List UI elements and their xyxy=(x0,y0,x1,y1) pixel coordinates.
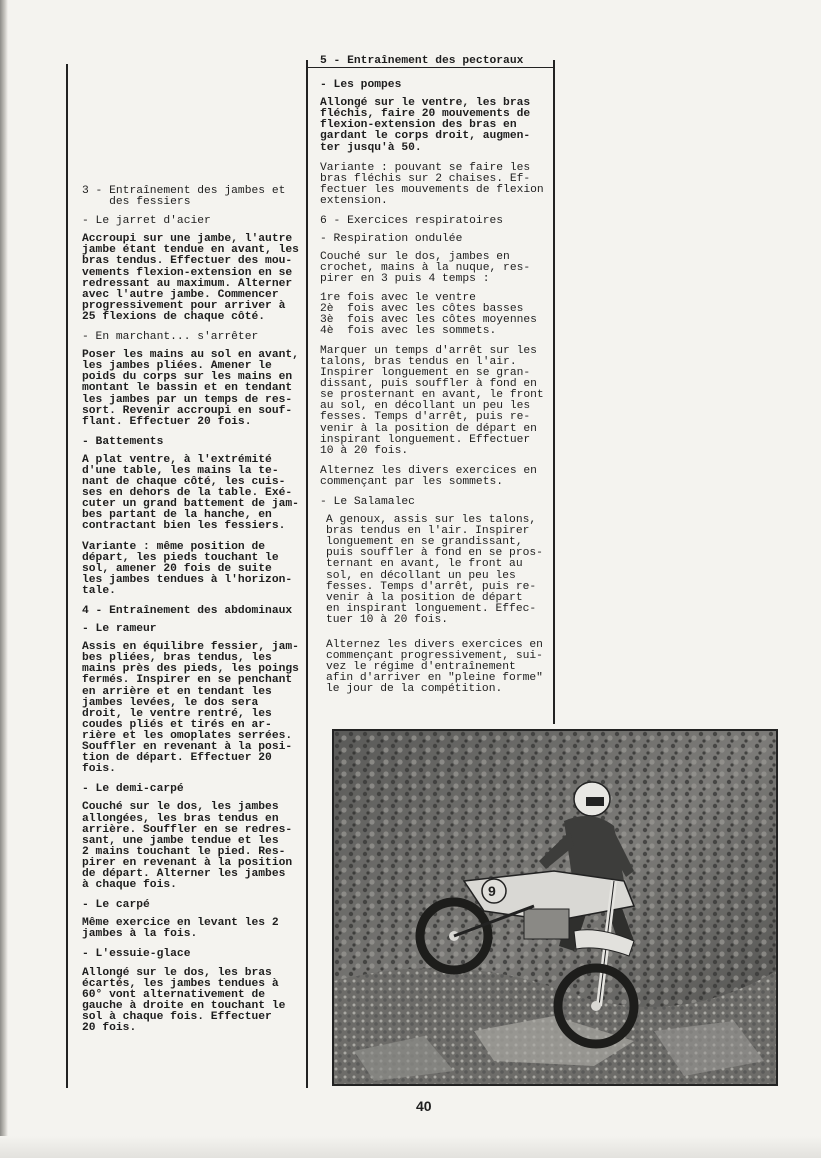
jarret-paragraph: Accroupi sur une jambe, l'autre jambe étant tendue en avant, les bras tendus. Effectuer des mou- vements flexion-extension en se redressant au maximum. Alterner avec l'autre jambe. Commencer progressivement pour arriver à 25 flexions de chaque côté. xyxy=(82,233,299,323)
pompes-paragraph: Allongé sur le ventre, les bras fléchis, faire 20 mouvements de flexion-extension des bras en gardant le corps droit, augmen- ter jusqu'à 50. xyxy=(320,97,531,154)
motorcycle-photo-illustration xyxy=(334,731,776,1084)
right-text-column xyxy=(320,56,556,705)
left-column-rule-outer xyxy=(66,64,68,1088)
number-plate: 9 xyxy=(488,883,496,899)
marchant-title: - En marchant... s'arrêter xyxy=(82,331,259,344)
jarret-title: - Le jarret d'acier xyxy=(82,215,211,228)
alternez-paragraph-2: Alternez les divers exercices en commençant progressivement, sui- vez le régime d'entraînement afin d'arriver en "pleine forme" le jour de la compétition. xyxy=(326,639,543,696)
essuie-glace-title: - L'essuie-glace xyxy=(82,948,191,961)
salamalec-title: - Le Salamalec xyxy=(320,496,415,508)
section-5-title: 5 - Entraînement des pectoraux xyxy=(320,55,524,67)
motorcycle-photo xyxy=(332,729,778,1086)
salamalec-paragraph: A genoux, assis sur les talons, bras tendus en l'air. Inspirer longuement en se grandissant, puis souffler à fond en se pros- ternant en avant, le front au sol, en décollant un peu les fesses. Temps d'arrêt, puis re- venir à la position de départ en inspirant longuement. Effec- tuer 10 à 20 fois. xyxy=(326,514,543,626)
page-edge xyxy=(0,0,8,1158)
arret-paragraph: Marquer un temps d'arrêt sur les talons, bras tendus en l'air. Inspirer longuement en se gran- dissant, puis souffler à fond en se prosternant en avant, le front au sol, en décollant un peu les fesses. Temps d'arrêt, puis re- venir à la position de départ en inspirant longuement. Effectuer 10 à 20 fois. xyxy=(320,344,544,457)
battements-title: - Battements xyxy=(82,435,164,448)
page-edge-bottom xyxy=(0,1136,821,1158)
temps-list xyxy=(320,293,556,337)
variante-paragraph-right: Variante : pouvant se faire les bras fléchis sur 2 chaises. Ef- fectuer les mouvements de flexion extension. xyxy=(320,161,544,207)
page-number: 40 xyxy=(416,1098,432,1114)
demicarpe-title: - Le demi-carpé xyxy=(82,783,184,796)
essuie-glace-paragraph: Allongé sur le dos, les bras écartés, les jambes tendues à 60° vont alternativement de gauche à droite en touchant le sol à chaque fois. Effectuer 20 fois. xyxy=(82,966,286,1034)
ondulee-paragraph: Couché sur le dos, jambes en crochet, mains à la nuque, res- pirer en 3 puis 4 temps : xyxy=(320,251,531,286)
alternez-paragraph-1: Alternez les divers exercices en commençant par les sommets. xyxy=(320,464,537,488)
left-text-column xyxy=(82,186,312,1043)
demicarpe-paragraph: Couché sur le dos, les jambes allongées, les bras tendus en arrière. Souffler en se redres- sant, une jambe tendue et les 2 mains touchant le pied. Res- pirer en revenant à la position de départ. Alterner les jambes à chaque fois. xyxy=(82,801,293,892)
rameur-paragraph: Assis en équilibre fessier, jam- bes pliées, bras tendus, les mains près des pieds, les poings fermés. Inspirer en se penchant en arrière et en tendant les jambes levées, le dos sera droit, le ventre rentré, les coudes pliés et tirés en ar- rière et les omoplates serrées. Souffler en revenant à la posi- tion de départ. Effectuer 20 fois. xyxy=(82,641,299,776)
list-item: 2è fois avec les côtes basses xyxy=(320,302,524,315)
carpe-paragraph: Même exercice en levant les 2 jambes à la fois. xyxy=(82,917,279,941)
list-item: 4è fois avec les sommets. xyxy=(320,324,497,337)
pompes-title: - Les pompes xyxy=(320,79,402,92)
marchant-paragraph: Poser les mains au sol en avant, les jambes pliées. Amener le poids du corps sur les mains en montant le bassin et en tendant les jambes par un temps de res- sort. Revenir accroupi en souf- flant. Effectuer 20 fois. xyxy=(82,349,299,428)
section-6-title: 6 - Exercices respiratoires xyxy=(320,215,504,228)
battements-paragraph: A plat ventre, à l'extrémité d'une table, les mains la te- nant de chaque côté, les cuis- ses en dehors de la table. Exé- cuter un grand battement de jam- bes partant de la hanche, en contractant bien les fessiers. xyxy=(82,453,299,533)
rameur-title: - Le rameur xyxy=(82,623,157,636)
carpe-title: - Le carpé xyxy=(82,899,150,912)
section-3-title: 3 - Entraînement des jambes et des fessiers xyxy=(82,185,286,209)
list-item: 1re fois avec le ventre xyxy=(320,291,476,304)
variante-paragraph: Variante : même position de départ, les pieds touchant le sol, amener 20 fois de suite les jambes tendues à l'horizon- tale. xyxy=(82,540,293,597)
list-item: 3è fois avec les côtes moyennes xyxy=(320,313,537,326)
ondulee-title: - Respiration ondulée xyxy=(320,233,463,246)
section-4-title: 4 - Entraînement des abdominaux xyxy=(82,605,293,617)
